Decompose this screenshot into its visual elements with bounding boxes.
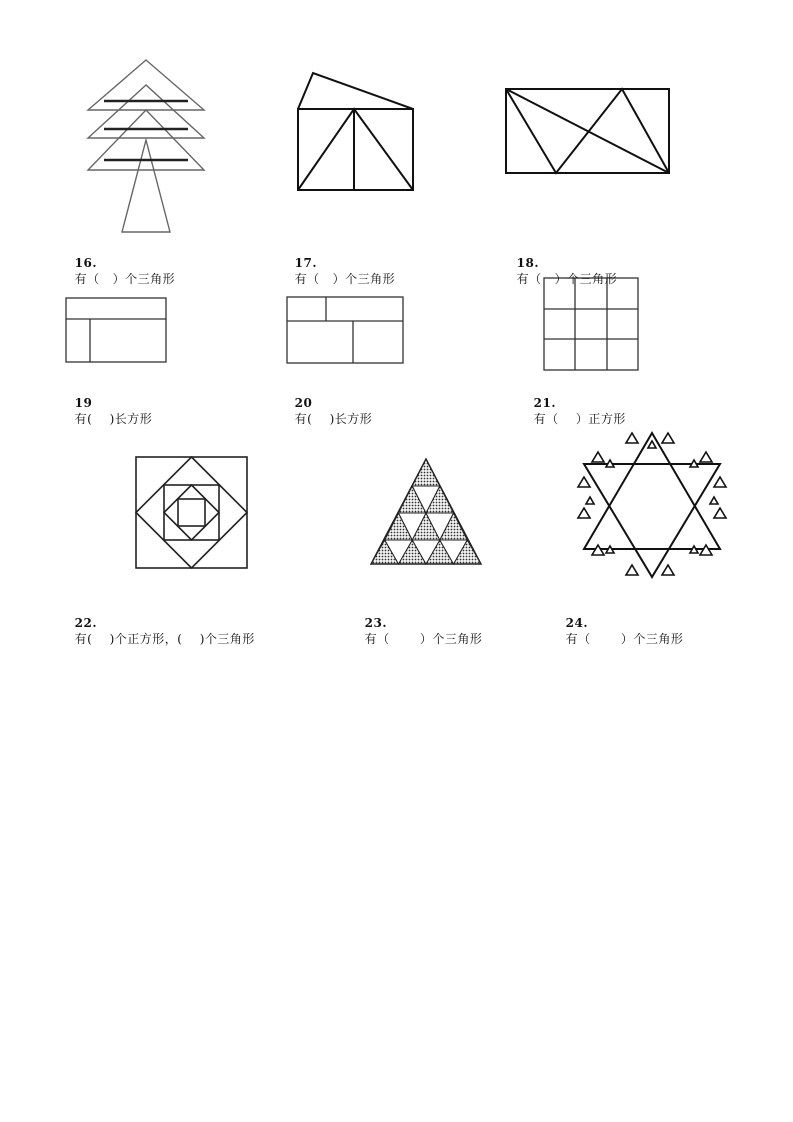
problem-21-number: 21. — [533, 396, 557, 410]
problem-23-caption — [356, 602, 482, 647]
figure-16-triangle-tree — [80, 55, 210, 235]
problem-17-number: 17. — [294, 256, 318, 270]
problem-17-text: 有（ ）个三角形 — [294, 272, 396, 286]
problem-18-text: 有（ ）个三角形 — [516, 272, 618, 286]
problem-19-number: 19 — [74, 396, 93, 410]
problem-16-text: 有（ ）个三角形 — [74, 272, 176, 286]
problem-24-text: 有（ ）个三角形 — [565, 632, 684, 646]
problem-24-number: 24. — [565, 616, 589, 630]
problem-20-number: 20 — [294, 396, 313, 410]
problem-23-text: 有（ ）个三角形 — [364, 632, 483, 646]
figure-20-rectangles — [283, 293, 408, 367]
problem-24-caption — [557, 602, 683, 647]
figure-22-nested-squares — [132, 453, 252, 573]
problem-16-number: 16. — [74, 256, 98, 270]
problem-19-caption — [66, 382, 152, 427]
problem-22-number: 22. — [74, 616, 98, 630]
problem-19-text: 有( )长方形 — [74, 412, 153, 426]
problem-21-caption — [525, 382, 626, 427]
problem-18-number: 18. — [516, 256, 540, 270]
problem-22-caption — [66, 602, 255, 647]
problem-22-text: 有( )个正方形，( )个三角形 — [74, 632, 255, 646]
problem-18-caption — [508, 242, 617, 287]
problem-20-text: 有( )长方形 — [294, 412, 373, 426]
figure-24-star-fractal — [572, 425, 732, 585]
problem-23-number: 23. — [364, 616, 388, 630]
figure-18-rectangle-diagonals — [500, 85, 675, 180]
figure-21-grid-3x3 — [540, 274, 642, 374]
figure-23-triangle-grid — [368, 455, 484, 567]
problem-21-text: 有（ ）正方形 — [533, 412, 626, 426]
figure-19-rectangles — [62, 294, 172, 366]
problem-17-caption — [286, 242, 395, 287]
problem-20-caption — [286, 382, 372, 427]
figure-17-square-with-roof — [295, 70, 420, 195]
problem-16-caption — [66, 242, 175, 287]
